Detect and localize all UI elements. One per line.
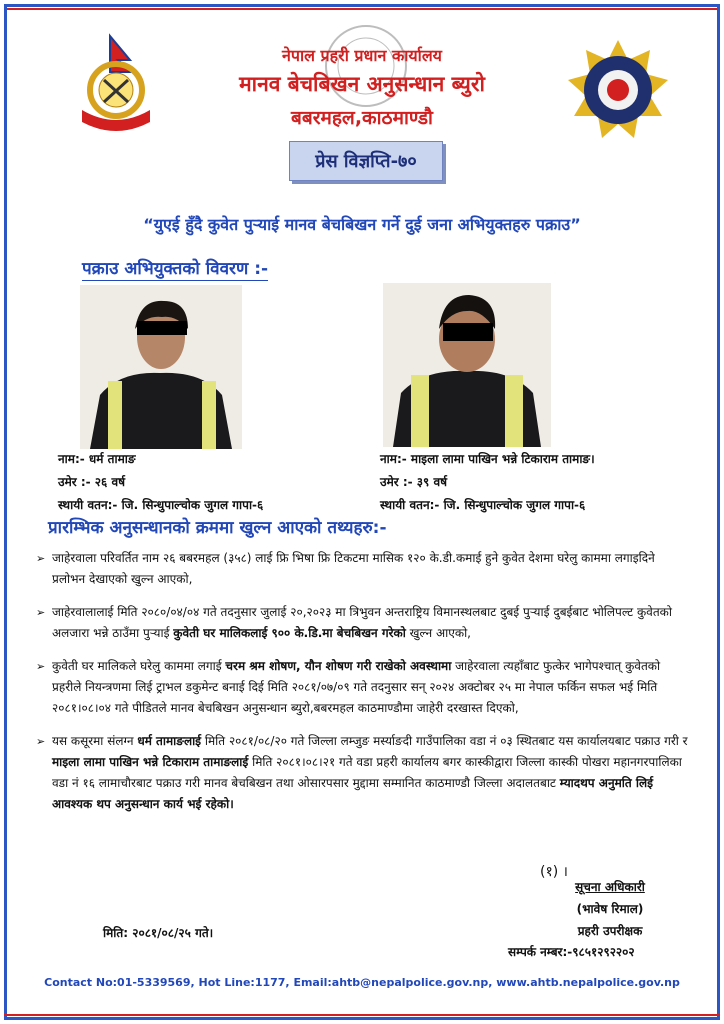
signatory-title: सूचना अधिकारी: [575, 880, 645, 894]
arrow-bullet-icon: ➢: [36, 606, 46, 619]
accused-2-address: स्थायी वतन:- जि. सिन्धुपाल्चोक जुगल गापा-६: [380, 498, 586, 512]
signatory-name: (भावेष रिमाल): [576, 902, 644, 916]
frame-top-border-red: [4, 8, 720, 10]
arrow-bullet-icon: ➢: [36, 660, 46, 673]
accused-1-address: स्थायी वतन:- जि. सिन्धुपाल्चोक जुगल गापा-६: [58, 498, 264, 512]
press-release-badge: प्रेस विज्ञप्ति-७०: [289, 141, 443, 181]
signatory-rank: प्रहरी उपरीक्षक: [577, 924, 643, 938]
signature-block: [540, 876, 680, 942]
contact-number: सम्पर्क नम्बर:-९८५१२९२२०२: [508, 945, 635, 959]
fact-bold-text: धर्म तामाङलाई: [137, 734, 202, 748]
office-location: बबरमहल,काठमाण्डौ: [291, 107, 433, 129]
fact-text: जाहेरवाला त्यहाँबाट फुत्केर भागेपश्चात् कुवेतको प्रहरीले नियन्त्रणमा लिई ट्राभल डकुमेन्ट बनाई दिई मिति २०८१/०७/०९ गते तदनुसार सन् २०२४ अक्टोबर २५ मा नेपाल फर्किन सफल भई मिति २०८१।०८।०४ गते पीडितले मानव बेचबिखन अनुसन्धान ब्युरो,बबरमहल काठमाण्डौमा जाहेरी दरखास्त दिएको,: [52, 659, 661, 715]
fact-text: कुवेती घर मालिकले घरेलु काममा लगाई: [52, 659, 226, 673]
office-name: नेपाल प्रहरी प्रधान कार्यालय: [282, 46, 442, 65]
arrow-bullet-icon: ➢: [36, 552, 46, 565]
face-blur-bar: [137, 321, 187, 335]
accused-1-details: [58, 448, 263, 517]
fact-bold-text: माइला लामा पाखिन भन्ने टिकाराम तामाङलाई: [52, 755, 249, 769]
fact-text: खुल्न आएको,: [405, 626, 471, 640]
fact-text: मिति २०८१।०८।२१ गते वडा प्रहरी कार्यालय बगर कास्कीद्वारा जिल्ला कास्की पोखरा महानगरपालिका वडा नं १६ लामाचौरबाट पक्राउ गरी मानव बेचबिखन तथा ओसारपसार मुद्दामा सम्मानित काठमाण्डौ जिल्ला अदालतबाट: [52, 755, 682, 790]
frame-left-border: [4, 4, 7, 1020]
face-blur-bar: [443, 323, 493, 341]
fact-bold-text: चरम श्रम शोषण, यौन शोषण गरी राखेको अवस्थामा: [225, 659, 452, 673]
fact-item: [36, 602, 688, 644]
fact-item: [36, 548, 688, 590]
accused-2-details: [380, 448, 595, 517]
facts-list: [36, 548, 688, 827]
frame-bottom-border-red: [4, 1014, 720, 1016]
fact-item: [36, 731, 688, 815]
accused-photo-2: [383, 283, 551, 447]
frame-top-border: [4, 4, 720, 7]
bureau-name: मानव बेचबिखन अनुसन्धान ब्युरो: [239, 72, 485, 96]
accused-2-age: उमेर :- ३९ वर्ष: [380, 475, 448, 489]
handwritten-signature: (१) ।: [540, 864, 568, 880]
accused-2-name: नाम:- माइला लामा पाखिन भन्ने टिकाराम तामाङ।: [380, 452, 595, 466]
fact-text: जाहेरवालालाई मिति २०८०/०४/०४ गते तदनुसार जुलाई २०,२०२३ मा त्रिभुवन अन्तराष्ट्रिय विमानस्थलबाट दुबई पुऱ्याई दुबईबाट भोलिपल्ट कुवेतको अलजारा भन्ने ठाउँमा पुऱ्याई: [52, 605, 673, 640]
accused-1-age: उमेर :- २६ वर्ष: [58, 475, 126, 489]
accused-photo-1: [80, 285, 242, 449]
fact-text: यस कसूरमा संलग्न: [52, 734, 138, 748]
fact-bold-text: म्यादथप अनुमति लिई आवश्यक थप अनुसन्धान कार्य भई रहेको।: [52, 776, 654, 811]
accused-1-name: नाम:- धर्म तामाङ: [58, 452, 136, 466]
release-date: मिति: २०८१/०८/२५ गते।: [103, 926, 214, 940]
frame-right-border: [717, 4, 720, 1020]
headline: “युएई हुँदै कुवेत पुऱ्याई मानव बेचबिखन गर्ने दुई जना अभियुक्तहरु पक्राउ”: [143, 215, 581, 234]
section-facts-heading: प्रारम्भिक अनुसन्धानको क्रममा खुल्न आएको तथ्यहरु:-: [48, 518, 387, 538]
section-arrested-heading: पक्राउ अभियुक्तको विवरण :-: [82, 256, 268, 281]
arrow-bullet-icon: ➢: [36, 735, 46, 748]
fact-text: मिति २०८१/०८/२० गते जिल्ला लम्जुङ मर्स्याङदी गाउँपालिका वडा नं ०३ स्थितबाट यस कार्यालयबाट पक्राउ गरी र: [201, 734, 688, 748]
frame-bottom-border: [4, 1017, 720, 1020]
footer-contact: Contact No:01-5339569, Hot Line:1177, Email:ahtb@nepalpolice.gov.np, www.ahtb.nepalpolice.gov.np: [44, 976, 680, 989]
fact-item: [36, 656, 688, 719]
fact-bold-text: कुवेती घर मालिकलाई ९०० के.डि.मा बेचबिखन गरेको: [173, 626, 406, 640]
fact-text: जाहेरवाला परिवर्तित नाम २६ बबरमहल (३५८) लाई फ्रि भिषा फ्रि टिकटमा मासिक १२० के.डी.कमाई हुने कुवेत देशमा घरेलु काममा लगाइदिने प्रलोभन देखाएको खुल्न आएको,: [52, 551, 655, 586]
